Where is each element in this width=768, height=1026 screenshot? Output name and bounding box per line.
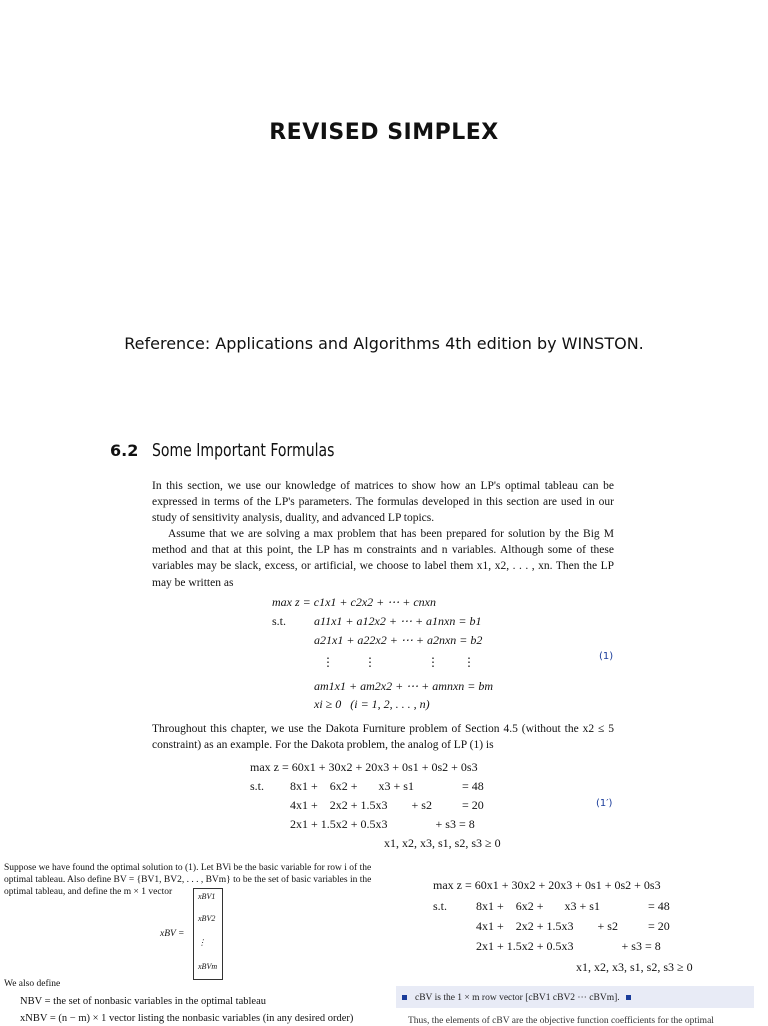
section-heading — [110, 440, 386, 461]
equation-number-1: (1) — [599, 651, 614, 662]
intro-paragraph: In this section, we use our knowledge of matrices to show how an LP's optimal tableau can be expressed in terms of the LP's parameters. The formulas developed in this section are used in our study of sensitivity analysis, duality, and advanced LP topics. — [152, 480, 614, 525]
matrix-entry: xBV2 — [198, 914, 216, 923]
dakota-nonnegativity: x1, x2, x3, s1, s2, s3 ≥ 0 — [384, 836, 501, 850]
cbv-definition-box — [396, 986, 754, 1008]
assumption-paragraph: Assume that we are solving a max problem that has been prepared for solution by the Big M method and that at this point, the LP has m constraints and n variables. Although some of these variables may be slack, excess, or artificial, we choose to label them x1, x2, . . . , xn. Then the LP may be written as — [152, 528, 614, 589]
slide-title: REVISED SIMPLEX — [269, 120, 499, 145]
dakota-intro-paragraph: Throughout this chapter, we use the Dakota Furniture problem of Section 4.5 (without the x2 ≤ 5 constraint) as an example. For the Dakota problem, the analog of LP (1) is — [152, 723, 614, 752]
xbv-vector-matrix — [193, 888, 223, 980]
dakota-constraint-2: 4x1 + 2x2 + 1.5x3 + s2 = 20 — [290, 798, 484, 812]
right-constraint-1: 8x1 + 6x2 + x3 + s1 = 48 — [476, 899, 670, 913]
section-title: Some Important Formulas — [152, 440, 335, 461]
dakota-constraint-1: 8x1 + 6x2 + x3 + s1 = 48 — [290, 779, 484, 793]
basic-variable-paragraph: Suppose we have found the optimal solution to (1). Let BVi be the basic variable for row i of the optimal tableau. Also define BV = {BV1, BV2, . . . , BVm} to be the set of basic variables in the optimal tableau, and define the m × 1 vector — [4, 863, 372, 897]
lp-constraint-2: a21x1 + a22x2 + ⋯ + a2nxn = b2 — [314, 633, 483, 647]
dakota-objective: max z = 60x1 + 30x2 + 20x3 + 0s1 + 0s2 + 0s3 — [250, 760, 478, 774]
right-st-label: s.t. — [433, 899, 448, 913]
dakota-st-label: s.t. — [250, 779, 265, 793]
reference-line: Reference: Applications and Algorithms 4th edition by WINSTON. — [124, 334, 644, 353]
right-constraint-2: 4x1 + 2x2 + 1.5x3 + s2 = 20 — [476, 919, 670, 933]
xnbv-definition: xNBV = (n − m) × 1 vector listing the nonbasic variables (in any desired order) — [20, 1013, 354, 1024]
section-number: 6.2 — [110, 441, 139, 460]
dakota-constraint-3: 2x1 + 1.5x2 + 0.5x3 + s3 = 8 — [290, 817, 475, 831]
lp-st-label: s.t. — [272, 614, 287, 628]
bullet-square-icon — [402, 995, 407, 1000]
matrix-entry: ⋮ — [198, 938, 206, 947]
right-constraint-3: 2x1 + 1.5x2 + 0.5x3 + s3 = 8 — [476, 939, 661, 953]
we-also-define: We also define — [4, 979, 61, 989]
end-square-icon — [626, 995, 631, 1000]
lp-constraint-1: a11x1 + a12x2 + ⋯ + a1nxn = b1 — [314, 614, 482, 628]
lp-nonnegativity: xi ≥ 0 (i = 1, 2, . . . , n) — [314, 697, 430, 711]
right-nonnegativity: x1, x2, x3, s1, s2, s3 ≥ 0 — [576, 960, 693, 974]
lp-constraint-m: am1x1 + am2x2 + ⋯ + amnxn = bm — [314, 679, 494, 693]
nbv-definition: NBV = the set of nonbasic variables in the optimal tableau — [20, 996, 267, 1007]
cbv-definition-text: cBV is the 1 × m row vector [cBV1 cBV2 ⋯ cBVm]. — [415, 992, 620, 1003]
lp-vertical-dots: ⋮ ⋮ ⋮ ⋮ — [322, 655, 475, 669]
matrix-entry: xBVm — [198, 962, 218, 971]
truncated-line: Thus, the elements of cBV are the objective function coefficients for the optimal — [408, 1016, 714, 1026]
xbv-label: xBV = — [160, 929, 185, 939]
equation-number-1-prime: (1′) — [596, 798, 613, 809]
lp-objective: max z = c1x1 + c2x2 + ⋯ + cnxn — [272, 595, 437, 609]
right-objective: max z = 60x1 + 30x2 + 20x3 + 0s1 + 0s2 + 0s3 — [433, 878, 661, 892]
matrix-entry: xBV1 — [198, 892, 216, 901]
